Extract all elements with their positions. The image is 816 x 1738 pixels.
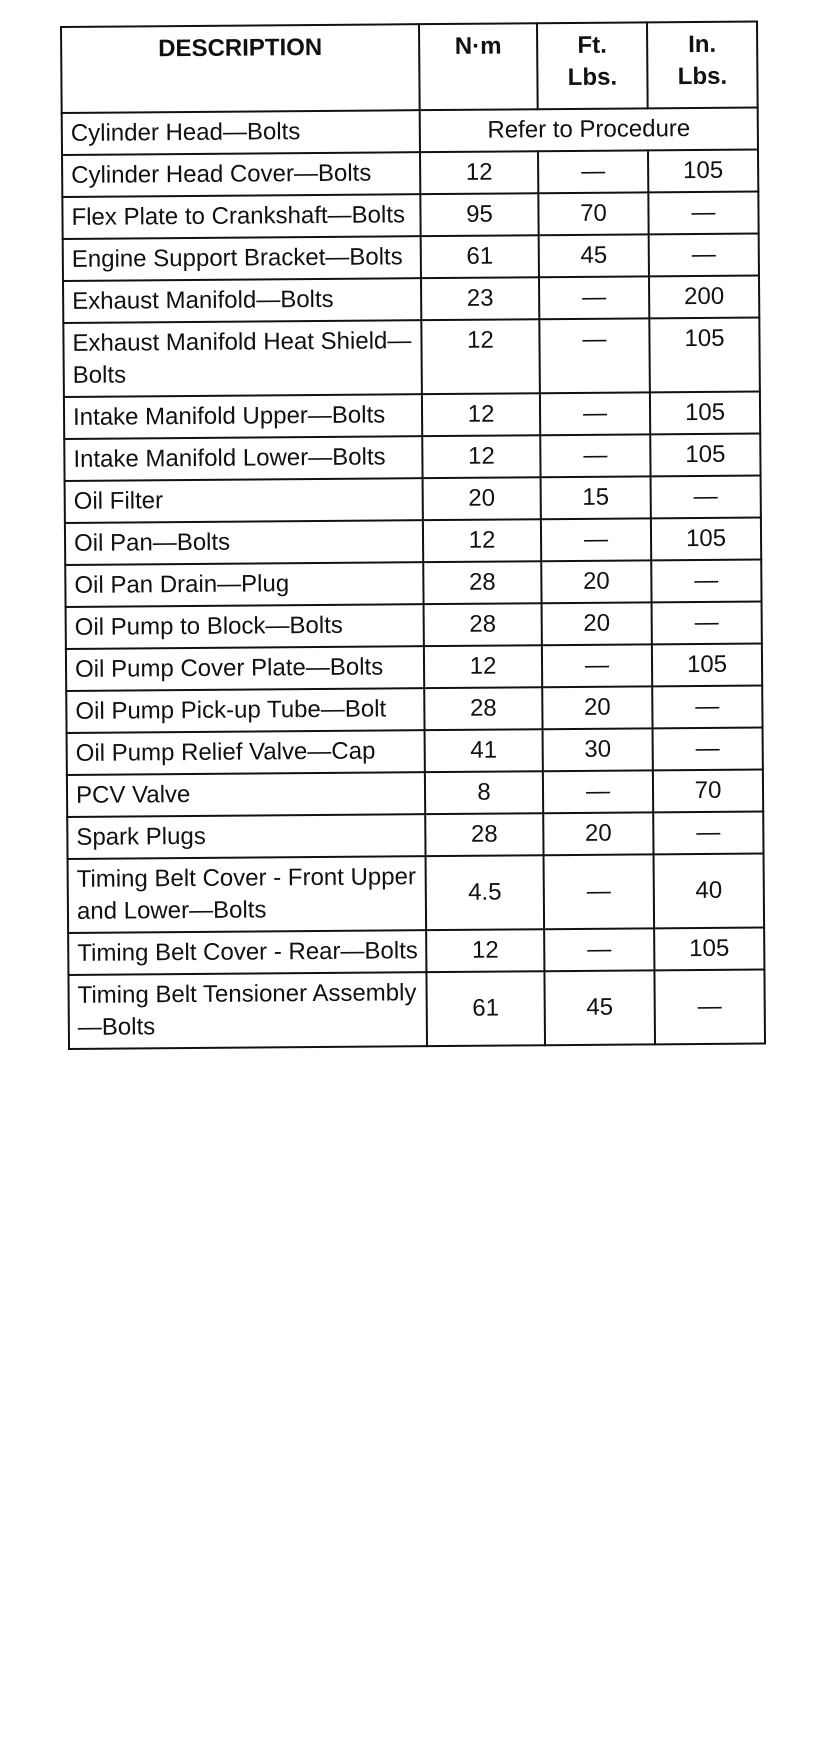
row-nm: 41 xyxy=(425,729,543,772)
table-row xyxy=(63,234,759,281)
row-nm: 28 xyxy=(424,687,542,730)
row-description: Engine Support Bracket—Bolts xyxy=(63,236,421,281)
row-nm: 4.5 xyxy=(426,855,545,930)
header-in-line2: Lbs. xyxy=(677,62,728,91)
header-in-line1: In. xyxy=(688,30,717,59)
row-description: Timing Belt Cover - Rear—Bolts xyxy=(68,930,426,975)
table-row xyxy=(62,108,758,155)
row-nm: 61 xyxy=(421,235,539,278)
row-nm: 95 xyxy=(420,193,538,236)
row-description: Cylinder Head Cover—Bolts xyxy=(62,152,420,197)
row-nm: 61 xyxy=(426,971,545,1046)
row-in-lbs: 105 xyxy=(652,644,762,687)
row-ft-lbs: — xyxy=(538,150,648,193)
table-row xyxy=(62,192,758,239)
row-nm: 12 xyxy=(424,645,542,688)
row-in-lbs: — xyxy=(651,560,761,603)
row-ft-lbs: — xyxy=(542,644,652,687)
row-nm: 28 xyxy=(423,561,541,604)
row-nm: 20 xyxy=(423,477,541,520)
row-nm: 28 xyxy=(425,813,543,856)
header-in-lbs xyxy=(647,22,758,109)
table-row xyxy=(66,686,762,733)
row-ft-lbs: 30 xyxy=(543,728,653,771)
row-description: Oil Pump to Block—Bolts xyxy=(66,604,424,649)
table-row xyxy=(67,728,763,775)
row-description: Exhaust Manifold Heat Shield—Bolts xyxy=(63,320,422,397)
header-ft-line2: Lbs. xyxy=(567,63,618,92)
table-row xyxy=(65,518,761,565)
header-ft-lbs xyxy=(537,22,648,109)
table-row xyxy=(63,276,759,323)
row-description: Intake Manifold Upper—Bolts xyxy=(64,394,422,439)
row-nm: 12 xyxy=(421,319,540,394)
row-ft-lbs: 20 xyxy=(541,560,651,603)
row-in-lbs: — xyxy=(652,602,762,645)
row-ft-lbs: — xyxy=(539,318,650,393)
row-nm: 12 xyxy=(422,435,540,478)
row-description: Oil Pump Cover Plate—Bolts xyxy=(66,646,424,691)
row-in-lbs: — xyxy=(651,476,761,519)
table-row xyxy=(68,854,765,933)
row-nm: 28 xyxy=(424,603,542,646)
row-ft-lbs: — xyxy=(543,770,653,813)
row-ft-lbs: 20 xyxy=(543,812,653,855)
row-ft-lbs: — xyxy=(540,392,650,435)
table-row xyxy=(67,812,763,859)
row-in-lbs: 105 xyxy=(651,518,761,561)
row-ft-lbs: — xyxy=(544,928,654,971)
row-ft-lbs: 15 xyxy=(541,476,651,519)
row-in-lbs: 70 xyxy=(653,770,763,813)
row-in-lbs: — xyxy=(653,812,763,855)
row-description: Oil Pump Pick-up Tube—Bolt xyxy=(66,688,424,733)
row-description: Cylinder Head—Bolts xyxy=(62,110,420,155)
row-description: Oil Pump Relief Valve—Cap xyxy=(67,730,425,775)
row-description: Timing Belt Cover - Front Upper and Lower—Bolts xyxy=(68,856,427,933)
row-ft-lbs: — xyxy=(539,276,649,319)
table-row xyxy=(64,434,760,481)
row-nm: 12 xyxy=(422,393,540,436)
row-description: Intake Manifold Lower—Bolts xyxy=(64,436,422,481)
header-ft-line1: Ft. xyxy=(577,31,607,59)
table-row xyxy=(64,392,760,439)
row-in-lbs: — xyxy=(648,192,758,235)
header-description: DESCRIPTION xyxy=(61,24,420,113)
row-description: Timing Belt Tensioner Assembly—Bolts xyxy=(68,972,427,1049)
row-ft-lbs: 20 xyxy=(542,686,652,729)
row-in-lbs: 105 xyxy=(648,150,758,193)
table-row xyxy=(65,476,761,523)
table-row xyxy=(65,560,761,607)
row-in-lbs: — xyxy=(653,728,763,771)
table-row xyxy=(66,602,762,649)
row-in-lbs: — xyxy=(652,686,762,729)
row-description: PCV Valve xyxy=(67,772,425,817)
row-in-lbs: 200 xyxy=(649,276,759,319)
row-in-lbs: 105 xyxy=(654,927,764,970)
row-nm: 8 xyxy=(425,771,543,814)
row-ft-lbs: 45 xyxy=(539,234,649,277)
row-nm: 12 xyxy=(423,519,541,562)
header-row xyxy=(61,22,758,113)
header-nm: N·m xyxy=(419,23,538,110)
row-in-lbs: 105 xyxy=(650,392,760,435)
row-in-lbs: — xyxy=(649,234,759,277)
row-nm: 12 xyxy=(420,151,538,194)
row-description: Oil Pan Drain—Plug xyxy=(65,562,423,607)
row-description: Oil Pan—Bolts xyxy=(65,520,423,565)
row-ft-lbs: 45 xyxy=(544,970,655,1045)
table-row xyxy=(68,969,765,1048)
row-ft-lbs: — xyxy=(541,518,651,561)
row-description: Oil Filter xyxy=(65,478,423,523)
row-nm: 12 xyxy=(426,929,544,972)
row-description: Spark Plugs xyxy=(67,814,425,859)
row-ft-lbs: — xyxy=(544,854,655,929)
row-ft-lbs: 20 xyxy=(542,602,652,645)
refer-to-procedure-cell: Refer to Procedure xyxy=(420,108,758,153)
row-ft-lbs: — xyxy=(540,434,650,477)
torque-spec-table xyxy=(60,21,766,1050)
row-in-lbs: 105 xyxy=(649,318,760,393)
row-ft-lbs: 70 xyxy=(538,192,648,235)
row-in-lbs: — xyxy=(654,969,765,1044)
row-description: Exhaust Manifold—Bolts xyxy=(63,278,421,323)
row-in-lbs: 105 xyxy=(650,434,760,477)
table-row xyxy=(68,927,764,974)
table-row xyxy=(63,318,760,397)
row-nm: 23 xyxy=(421,277,539,320)
row-in-lbs: 40 xyxy=(654,854,765,929)
table-row xyxy=(67,770,763,817)
table-row xyxy=(62,150,758,197)
table-row xyxy=(66,644,762,691)
row-description: Flex Plate to Crankshaft—Bolts xyxy=(62,194,420,239)
